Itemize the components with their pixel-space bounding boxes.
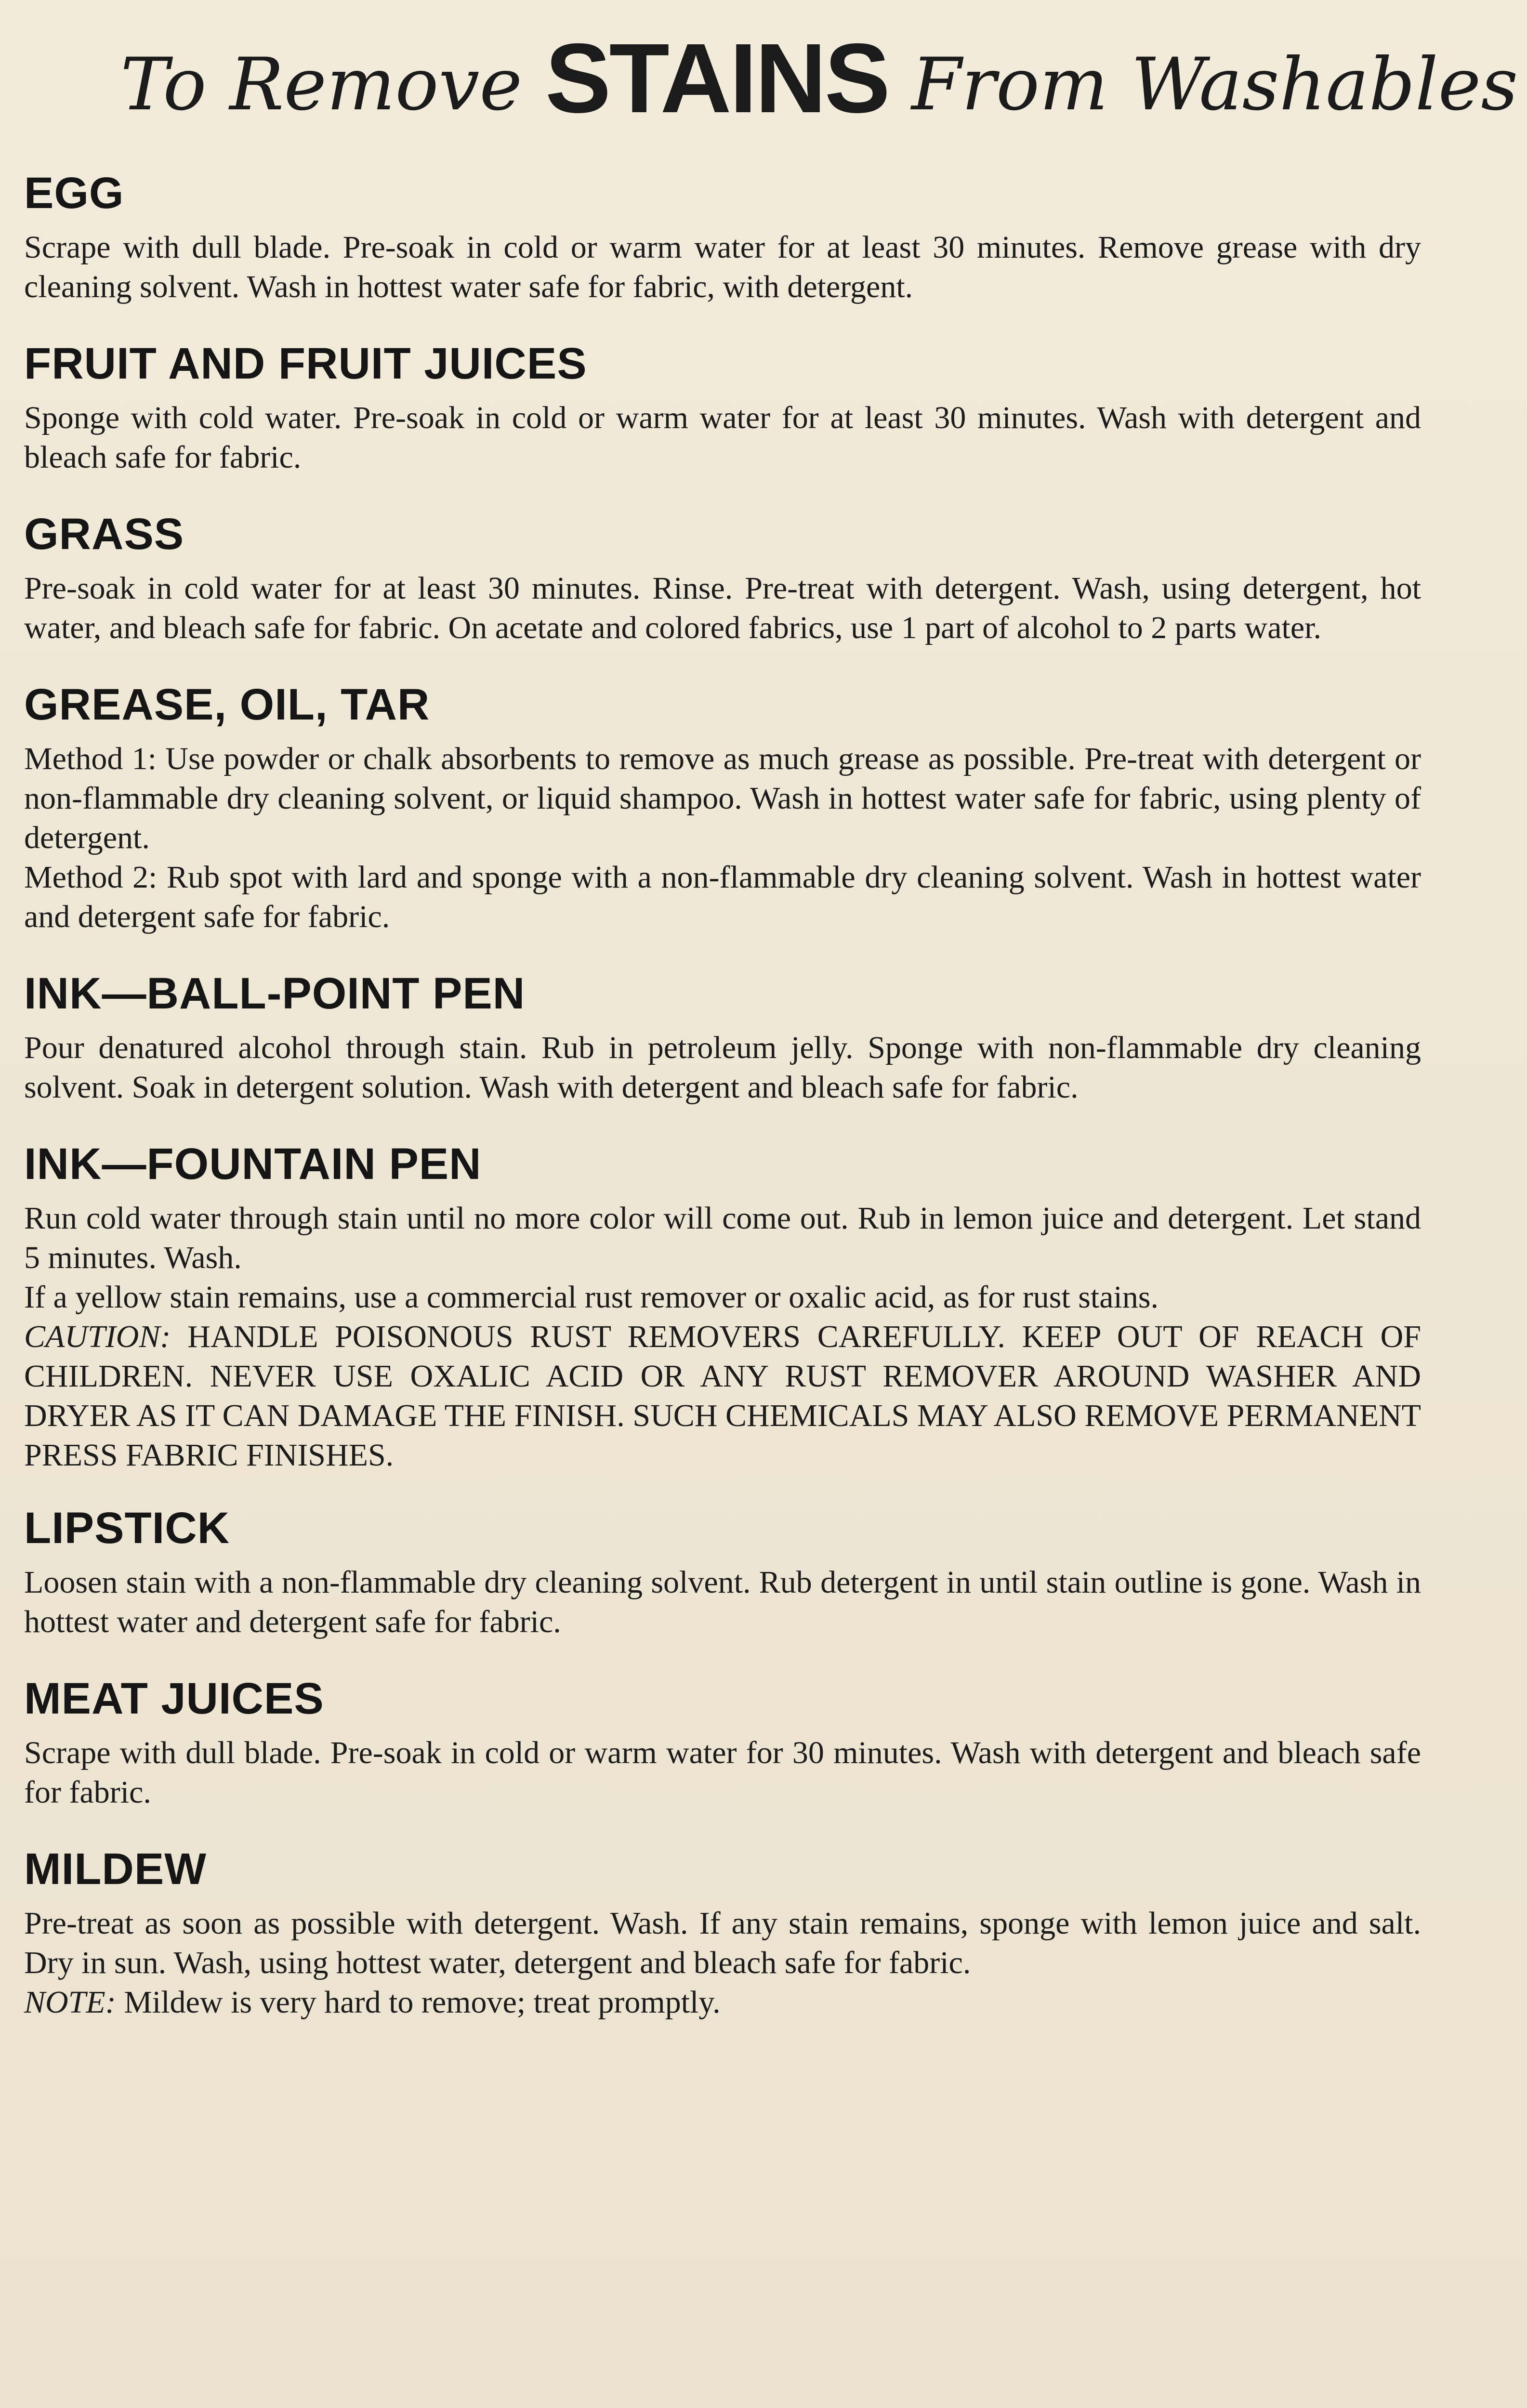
section-text-method-1: Method 1: Use powder or chalk absorbents to remove as much grease as possible. Pre-treat with detergent or non-flammable dry cleaning solvent, or liquid shampoo. Wash in hottest water safe for fabric, using plenty of detergent. bbox=[24, 741, 1421, 855]
section-egg bbox=[24, 171, 1421, 307]
section-text: Pre-treat as soon as possible with detergent. Wash. If any stain remains, sponge with lemon juice and salt. Dry in sun. Wash, using hottest water, detergent and bleach safe for fabric. bbox=[24, 1906, 1421, 1980]
title-suffix: From Washables bbox=[911, 43, 1518, 127]
title-prefix: To Remove bbox=[120, 43, 523, 127]
caution-text bbox=[24, 1317, 1421, 1475]
section-text: Pour denatured alcohol through stain. Rub in petroleum jelly. Sponge with non-flammable dry cleaning solvent. Soak in detergent solution. Wash with detergent and bleach safe for fabric. bbox=[24, 1030, 1421, 1105]
section-meat-juices bbox=[24, 1676, 1421, 1812]
section-ink-fountain bbox=[24, 1139, 1422, 1475]
section-heading: LIPSTICK bbox=[24, 1504, 230, 1553]
section-mildew bbox=[24, 1847, 1421, 2022]
stain-list bbox=[24, 171, 1421, 2022]
section-heading: MILDEW bbox=[24, 1845, 207, 1894]
section-heading: EGG bbox=[24, 169, 124, 218]
section-text: Run cold water through stain until no more color will come out. Rub in lemon juice and detergent. Let stand 5 minutes. Wash. bbox=[24, 1201, 1421, 1275]
section-text: Scrape with dull blade. Pre-soak in cold or warm water for 30 minutes. Wash with detergent and bleach safe for fabric. bbox=[24, 1735, 1421, 1810]
section-ink-ballpoint bbox=[24, 971, 1421, 1107]
note-label: NOTE: bbox=[24, 1985, 116, 2020]
section-heading: MEAT JUICES bbox=[24, 1674, 324, 1723]
note-text bbox=[24, 1983, 1421, 2022]
section-grass bbox=[24, 512, 1421, 648]
section-text: Sponge with cold water. Pre-soak in cold or warm water for at least 30 minutes. Wash with detergent and bleach safe for fabric. bbox=[24, 400, 1421, 475]
caution-label: CAUTION: bbox=[24, 1319, 171, 1354]
title-bold: STAINS bbox=[545, 23, 889, 133]
section-text: Loosen stain with a non-flammable dry cleaning solvent. Rub detergent in until stain outline is gone. Wash in hottest water and detergent safe for fabric. bbox=[24, 1565, 1421, 1639]
section-text-method-2: Method 2: Rub spot with lard and sponge with a non-flammable dry cleaning solvent. Wash in hottest water and detergent safe for fabric. bbox=[24, 860, 1421, 934]
section-lipstick bbox=[24, 1506, 1421, 1642]
section-heading: INK—BALL-POINT PEN bbox=[24, 969, 526, 1018]
section-heading: GREASE, OIL, TAR bbox=[24, 680, 430, 729]
section-heading: GRASS bbox=[24, 510, 184, 559]
section-text: Scrape with dull blade. Pre-soak in cold or warm water for at least 30 minutes. Remove grease with dry cleaning solvent. Wash in hottest water safe for fabric, with detergent. bbox=[24, 230, 1421, 304]
note-body: Mildew is very hard to remove; treat promptly. bbox=[124, 1985, 721, 2020]
section-fruit bbox=[24, 341, 1421, 477]
section-heading: INK—FOUNTAIN PEN bbox=[24, 1139, 482, 1189]
section-heading: FRUIT AND FRUIT JUICES bbox=[24, 339, 587, 388]
caution-body: HANDLE POISONOUS RUST REMOVERS CAREFULLY. KEEP OUT OF REACH OF CHILDREN. NEVER USE OXALIC ACID OR ANY RUST REMOVER AROUND WASHER AND DRYER AS IT CAN DAMAGE THE FINISH. SUCH CHEMICALS MAY ALSO REMOVE PERMANENT PRESS FABRIC FINISHES. bbox=[24, 1319, 1422, 1473]
page-title bbox=[120, 23, 1518, 133]
section-text: Pre-soak in cold water for at least 30 minutes. Rinse. Pre-treat with detergent. Wash, using detergent, hot water, and bleach safe for fabric. On acetate and colored fabrics, use 1 part of alcohol to 2 parts water. bbox=[24, 571, 1421, 645]
section-text-yellow-stain: If a yellow stain remains, use a commercial rust remover or oxalic acid, as for rust stains. bbox=[24, 1280, 1159, 1315]
section-grease bbox=[24, 682, 1421, 937]
